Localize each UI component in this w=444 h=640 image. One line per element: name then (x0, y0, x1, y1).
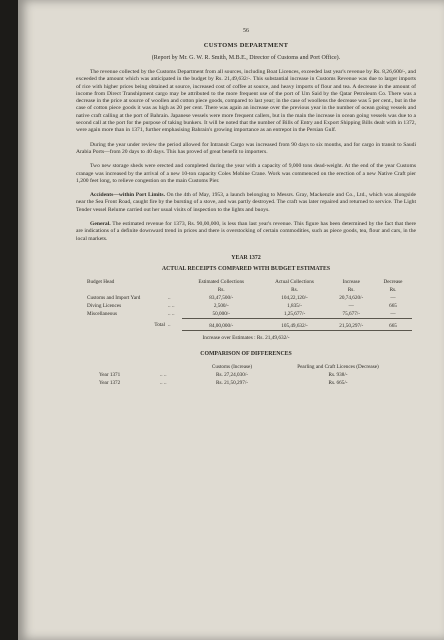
table-row (84, 302, 412, 310)
table-header-row (96, 363, 396, 371)
paragraph-storage (76, 163, 416, 185)
paragraph-text: The revenue collected by the Customs Department from all sources, including Boat Licences, exceeded last year's revenue by Rs. 8,26,600/-, and exceeded the amount which was anticipated in the budget by Rs. 21,49,632/-. This substantial increase in Customs Revenue was due to larger imports of rice with higher prices being obtained at source, increased cost of coffee at source, and heavy imports of flour and tea. A decrease in the amount of income from Direct Transhipment cargo may be attributed to the more frequent use of the port of Um Said by the Qatar Petroleum Co. There was a decrease in the price at source of woollen and cotton piece goods, compared to last year; in the case of woollens the decrease was 5 per cent., but in the case of cotton piece goods it was as high as 20 per cent. There was again an increase over the previous year in the number of ocean going vessels and native craft calling at the port of Bahrain. Japanese vessels were more frequent callers, but in the main the increase in ocean going vessels was due to a second call at the port for the purpose of taking bunkers. It will be noted that the number of Bills of Entry and Export Shipping Bills dealt with in 1372, were again more than in 1371, further emphasising Bahrain's growing importance as an entrepot in the Persian Gulf. (76, 69, 416, 134)
leader-dots: .. .. (168, 302, 175, 309)
actual-cell: 1,835/- (287, 302, 302, 309)
total-actual: 105,49,632/- (261, 318, 329, 330)
estimated-cell: 2,500/- (213, 302, 229, 309)
budget-head-cell: Customs and Import Yard (87, 294, 141, 301)
total-increase: 21,50,297/- (329, 318, 374, 330)
budget-head-cell: Miscellaneous (87, 310, 117, 317)
leader-dots: .. .. (168, 310, 175, 317)
estimated-cell: 83,47,500/- (209, 294, 234, 301)
col-header-pearling: Pearling and Craft Licences (Decrease) (297, 363, 379, 370)
increase-over-estimates: Increase over Estimates : Rs. 21,49,632/- (202, 334, 290, 341)
actual-cell: 104,22,120/- (281, 294, 308, 301)
table-row (84, 310, 412, 319)
pearling-cell: Rs. 665/- (328, 379, 348, 386)
table-row (84, 294, 412, 302)
section-title: CUSTOMS DEPARTMENT (203, 42, 289, 49)
leader-dots: .. .. (160, 379, 167, 386)
table-units-row (84, 286, 412, 294)
customs-cell: Rs. 21,50,297/- (216, 379, 248, 386)
col-header-decrease: Decrease (383, 278, 403, 285)
total-decrease: 665 (374, 318, 412, 330)
increase-cell: 20,74,620/- (339, 294, 364, 301)
col-header-increase: Increase (342, 278, 360, 285)
estimated-cell: 50,000/- (182, 310, 261, 319)
paragraph-text: On the 4th of May, 1953, a launch belonging to Messrs. Gray, Mackenzie and Co., Ltd., which was alongside near the Sea Front Road, caught fire by the bursting of a stove, and was partly destroyed. The craft was later repaired and returned to service. The Light Tender vessel Relume carried out her usual visits of inspection to the lights and buoys. (76, 192, 416, 213)
col-header-dots (160, 363, 184, 371)
customs-cell: Rs. 27,24,030/- (216, 371, 248, 378)
year-cell: Year 1372 (99, 379, 121, 386)
col-header-customs: Customs (Increase) (211, 363, 253, 370)
paragraph-accidents (76, 192, 416, 214)
paragraph-text: During the year under review the period allowed for Intransit Cargo was increased from 90 days to six months, and for cargo in transit to Saudi Arabia Ports—from 20 days to 40 days. This has proved of great benefit to importers. (76, 141, 416, 155)
total-estimated: 84,00,000/- (182, 318, 261, 330)
table-header-row (84, 278, 412, 286)
leader-dots: .. (168, 294, 171, 301)
year-title: YEAR 1372 (231, 254, 261, 261)
diff-table-title: COMPARISON OF DIFFERENCES (200, 350, 292, 357)
decrease-cell: — (390, 294, 396, 301)
year-cell: Year 1371 (99, 371, 121, 378)
table-total-row (84, 318, 412, 330)
actual-table-title: ACTUAL RECEIPTS COMPARED WITH BUDGET ESTIMATES (161, 265, 331, 272)
total-label: Total (154, 322, 165, 329)
page-number: 56 (243, 28, 249, 34)
col-header-year (96, 363, 160, 371)
unit-cell: Rs. (389, 286, 397, 293)
decrease-cell: — (374, 310, 412, 319)
pearling-cell: Rs. 938/- (328, 371, 348, 378)
unit-cell: Rs. (291, 286, 298, 293)
unit-cell (84, 286, 168, 294)
increase-cell: 75,677/- (329, 310, 374, 319)
col-header-actual: Actual Collections (275, 278, 314, 285)
col-header-budget-head: Budget Head (87, 278, 115, 285)
document-page (18, 0, 444, 640)
paragraph-lead: Accidents—within Port Limits. (90, 192, 165, 199)
actual-cell: 1,25,677/- (261, 310, 329, 319)
unit-cell (168, 286, 182, 294)
page-content (76, 28, 416, 387)
report-byline: (Report by Mr. G. W. R. Smith, M.B.E., Director of Customs and Port Office). (151, 55, 341, 61)
budget-head-cell: Diving Licences (87, 302, 122, 309)
unit-cell: Rs. (217, 286, 225, 293)
col-header-estimated: Estimated Collections (198, 278, 245, 285)
leader-dots: .. (168, 322, 171, 329)
decrease-cell: 665 (389, 302, 397, 309)
paragraph-intransit (76, 142, 416, 157)
table-row (96, 371, 396, 379)
paragraph-text: Two new storage sheds were erected and completed during the year with a capacity of 9,000 tons dead-weight. At the end of the year Customs cranage was increased by the arrival of a new 10-ton capacity Coles Mobine Crane. Work was commenced on the erection of a new Native Craft pier 1,200 feet long, to relieve congestion on the main Customs Pier. (76, 163, 416, 184)
unit-cell: Rs. (347, 286, 355, 293)
col-header-dots (168, 278, 182, 286)
paragraph-lead: General. (90, 221, 111, 228)
leader-dots: .. .. (160, 371, 167, 378)
paragraph-revenue (76, 69, 416, 135)
table-row (96, 379, 396, 387)
increase-cell: — (348, 302, 354, 309)
actual-receipts-table (84, 278, 412, 331)
paragraph-text: The estimated revenue for 1373, Rs. 90,00,000, is less than last year's revenue. This figure has been determined by the fact that there are indications of a definite downward trend in prices and there is overstocking of certain commodities, such as piece goods, tea, flour and cars, in the local markets. (76, 221, 416, 242)
comparison-table (96, 363, 396, 387)
paragraph-general (76, 221, 416, 243)
